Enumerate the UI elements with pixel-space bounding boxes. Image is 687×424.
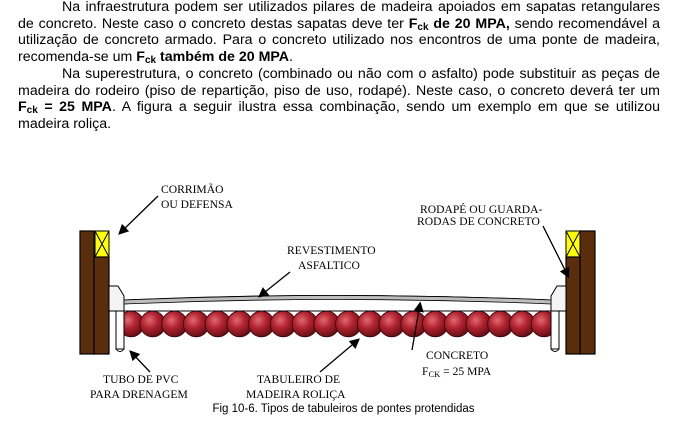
label-tabuleiro-2: MADEIRA ROLIÇA (246, 388, 346, 401)
label-revestimento-1: REVESTIMENTO (287, 244, 376, 257)
label-tabuleiro-1: TABULEIRO DE (257, 373, 341, 386)
fck-25-mpa: $F_{ck} = 25$ MPA (18, 99, 112, 117)
log-row (118, 311, 557, 337)
p1-text-2: sendo recomendável a utilização de concreto armado. Para o concreto utilizado nos encontros de uma ponte de madeira, recomenda-se um (18, 15, 660, 65)
label-corrimao-1: CORRIMÃO (161, 183, 224, 196)
arrow-tabuleiro (320, 340, 358, 372)
figure-caption: Fig 10-6. Tipos de tabuleiros de pontes protendidas (212, 403, 475, 415)
right-post-body (566, 257, 580, 354)
left-post-body (94, 257, 109, 354)
fck-20-mpa-1: $F_{ck}$ de 20 MPA, (408, 15, 510, 33)
right-concrete-curb (551, 286, 566, 311)
label-tubo-1: TUBO DE PVC (103, 373, 179, 386)
left-concrete-curb (109, 286, 124, 311)
label-tubo-2: PARA DRENAGEM (90, 388, 188, 401)
right-post (580, 231, 595, 354)
paragraph-infraestrutura: Na infraestrutura podem ser utilizados pilares de madeira apoiados em sapatas retangulares de concreto. Neste caso o concreto destas sapatas deve ter $F_{ck}$ de 20 MPA, sendo recomendável a utilização de concreto armado. Para o concreto utilizado nos encontros de uma ponte de madeira, recomenda-se um $F_{ck}$ também de 20 MPA. (18, 0, 660, 66)
fck-20-mpa-2: $F_{ck}$ também de 20 MPA (136, 48, 290, 66)
label-concreto-2: FCK = 25 MPA (422, 365, 492, 379)
arrow-corrimao (120, 196, 158, 233)
left-drain-tube (116, 311, 124, 349)
arrow-rodape (543, 226, 568, 276)
p2-text-2: . A figura a seguir ilustra essa combinação, sendo um exemplo em que se utilizou madeira roliça. (18, 99, 660, 132)
label-corrimao-2: OU DEFENSA (161, 198, 233, 211)
arrow-revestimento (260, 272, 290, 296)
label-revestimento-2: ASFALTICO (298, 259, 360, 272)
label-rodape-2: RODAS DE CONCRETO (417, 215, 540, 228)
label-rodape-1: RODAPÉ OU GUARDA- (420, 203, 543, 216)
arrow-tubo (131, 352, 150, 372)
p1-text-1: Na infraestrutura podem ser utilizados pilares de madeira apoiados em sapatas retangulares de concreto. Neste caso o concreto destas sapatas deve ter (18, 0, 660, 32)
label-concreto-1: CONCRETO (426, 349, 489, 362)
p2-text-1: Na superestrutura, o concreto (combinado ou não com o asfalto) pode substituir as peças de madeira do rodeiro (piso de repartição, piso de uso, rodapé). Neste caso, o concreto deverá ter um (18, 66, 660, 99)
right-drain-tube (551, 311, 559, 349)
left-post (80, 231, 94, 354)
